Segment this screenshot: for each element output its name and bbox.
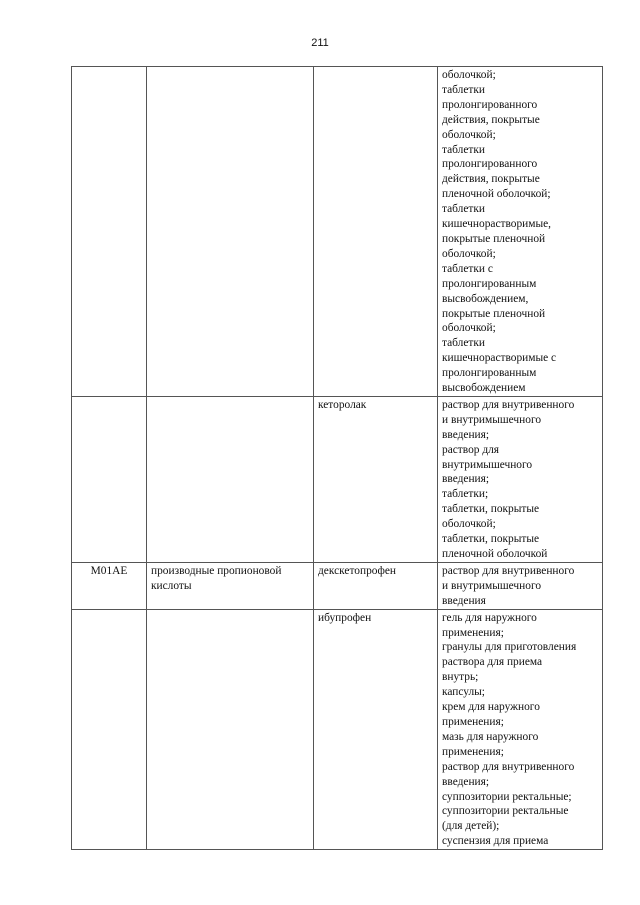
- dosage-form-line: таблетки, покрытые: [442, 533, 540, 546]
- dosage-forms-cell: [438, 609, 603, 850]
- dosage-form-line: покрытые пленочной: [442, 232, 546, 245]
- dosage-form-line: введения;: [442, 775, 490, 788]
- dosage-form-line: оболочкой;: [442, 128, 496, 141]
- dosage-form-line: оболочкой;: [442, 322, 496, 335]
- drug-table: [71, 66, 603, 850]
- dosage-form-line: (для детей);: [442, 820, 500, 833]
- dosage-form-line: пролонгированного: [442, 98, 538, 111]
- dosage-form-line: таблетки: [442, 203, 486, 216]
- dosage-form-line: суппозитории ректальные: [442, 805, 569, 818]
- atc-code-cell: [72, 609, 147, 850]
- dosage-form-line: пленочной оболочкой: [442, 548, 548, 560]
- dosage-form-line: введения;: [442, 473, 490, 486]
- dosage-form-line: оболочкой;: [442, 518, 496, 531]
- dosage-form-line: внутримышечного: [442, 458, 533, 471]
- drug-name-cell: декскетопрофен: [314, 562, 438, 609]
- dosage-form-line: кишечнорастворимые,: [442, 218, 552, 231]
- atc-code-cell: [72, 67, 147, 397]
- drug-name-cell: кеторолак: [314, 396, 438, 562]
- group-name-line: кислоты: [151, 579, 192, 592]
- dosage-form-line: пролонгированным: [442, 277, 537, 290]
- group-name-cell: [147, 562, 314, 609]
- table-body: [72, 67, 603, 850]
- dosage-form-line: кишечнорастворимые с: [442, 352, 557, 365]
- table-row: [72, 562, 603, 609]
- dosage-form-line: оболочкой;: [442, 69, 496, 81]
- dosage-form-line: высвобождением: [442, 382, 526, 395]
- dosage-form-line: крем для наружного: [442, 701, 540, 714]
- dosage-form-line: таблетки: [442, 337, 486, 350]
- dosage-form-line: таблетки: [442, 83, 486, 96]
- dosage-form-line: раствора для приема: [442, 656, 543, 669]
- dosage-form-line: раствор для внутривенного: [442, 398, 575, 411]
- dosage-form-line: раствор для внутривенного: [442, 564, 575, 577]
- dosage-form-line: пролонгированного: [442, 158, 538, 171]
- dosage-form-line: применения;: [442, 626, 504, 639]
- dosage-forms-cell: [438, 562, 603, 609]
- drug-name-cell: [314, 67, 438, 397]
- dosage-form-line: суспензия для приема: [442, 835, 549, 848]
- dosage-form-line: суппозитории ректальные;: [442, 790, 572, 803]
- drug-name-cell: ибупрофен: [314, 609, 438, 850]
- group-name-cell: [147, 396, 314, 562]
- dosage-form-line: применения;: [442, 715, 504, 728]
- dosage-form-line: таблетки;: [442, 488, 489, 501]
- page-number: 211: [311, 37, 329, 49]
- dosage-form-line: таблетки: [442, 143, 486, 156]
- dosage-form-line: мазь для наружного: [442, 730, 539, 743]
- dosage-form-line: введения;: [442, 428, 490, 441]
- dosage-form-line: действия, покрытые: [442, 113, 540, 126]
- dosage-form-line: применения;: [442, 745, 504, 758]
- dosage-form-line: оболочкой;: [442, 247, 496, 260]
- dosage-form-line: капсулы;: [442, 686, 485, 699]
- dosage-form-line: покрытые пленочной: [442, 307, 546, 320]
- table-row: [72, 67, 603, 397]
- dosage-form-line: высвобождением,: [442, 292, 529, 305]
- dosage-form-line: раствор для: [442, 443, 500, 456]
- dosage-form-line: пленочной оболочкой;: [442, 188, 551, 201]
- table-row: [72, 396, 603, 562]
- dosage-form-line: пролонгированным: [442, 367, 537, 380]
- group-name-cell: [147, 67, 314, 397]
- dosage-form-line: раствор для внутривенного: [442, 760, 575, 773]
- dosage-form-line: гранулы для приготовления: [442, 641, 577, 654]
- dosage-form-line: и внутримышечного: [442, 413, 542, 426]
- dosage-forms-cell: [438, 67, 603, 397]
- dosage-form-line: введения: [442, 594, 486, 607]
- atc-code-cell: [72, 396, 147, 562]
- dosage-form-line: и внутримышечного: [442, 579, 542, 592]
- dosage-form-line: таблетки с: [442, 262, 493, 275]
- dosage-forms-cell: [438, 396, 603, 562]
- group-name-cell: [147, 609, 314, 850]
- dosage-form-line: внутрь;: [442, 671, 479, 684]
- group-name-line: производные пропионовой: [151, 564, 282, 577]
- table-row: [72, 609, 603, 850]
- dosage-form-line: гель для наружного: [442, 611, 537, 624]
- dosage-form-line: действия, покрытые: [442, 173, 540, 186]
- dosage-form-line: таблетки, покрытые: [442, 503, 540, 516]
- atc-code-cell: M01AE: [72, 562, 147, 609]
